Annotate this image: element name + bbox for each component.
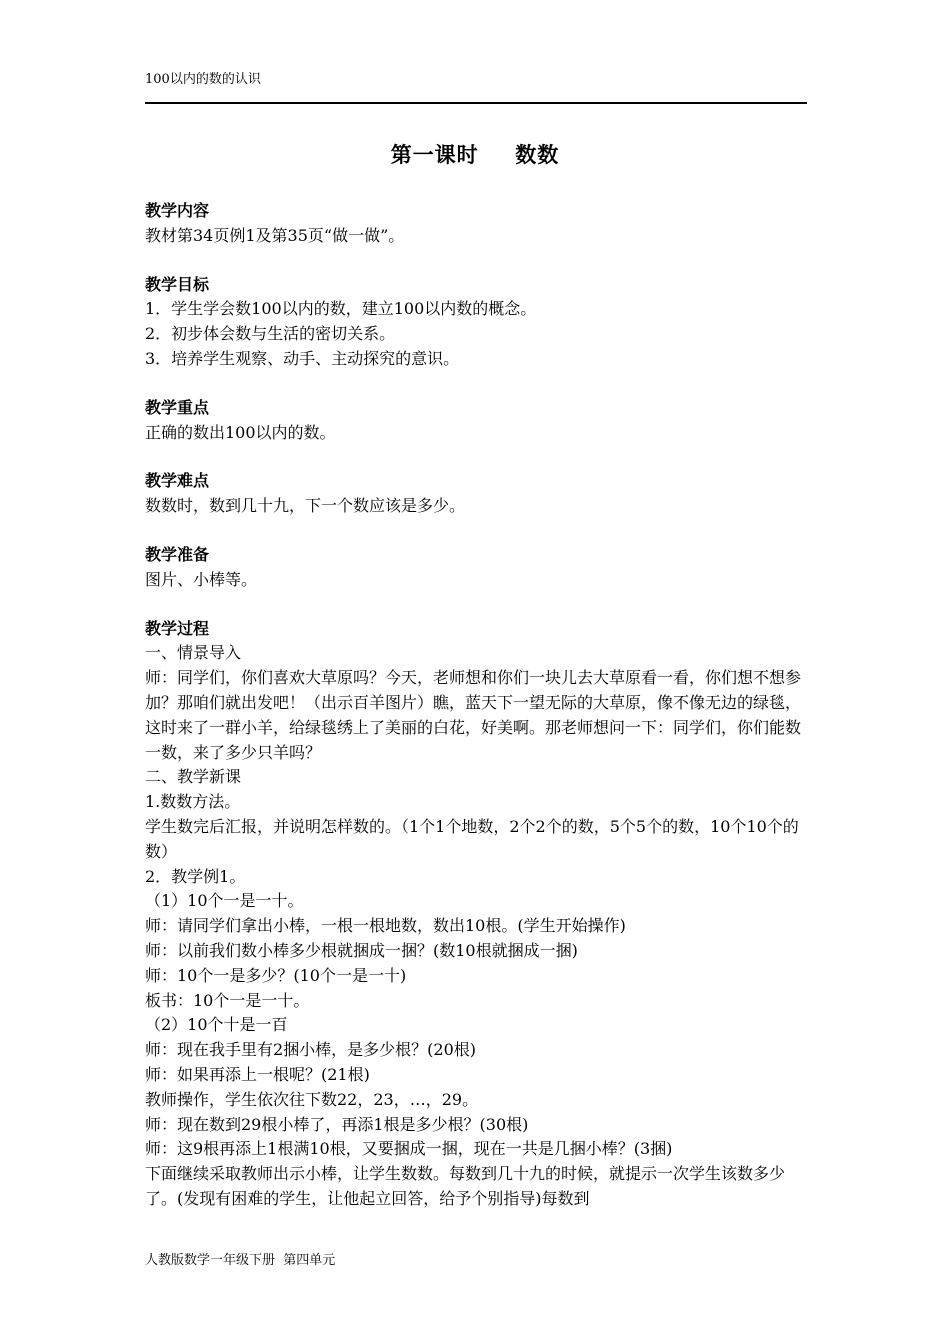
process-line: 师：现在数到29根小棒了，再添1根是多少根？(30根) (145, 1114, 529, 1134)
section-heading-goals: 教学目标 (145, 274, 210, 294)
process-line: 师：10个一是多少？(10个一是一十) (145, 965, 407, 985)
section-text-difficulty: 数数时，数到几十九，下一个数应该是多少。 (145, 496, 466, 516)
document-title: 第一课时 数数 (390, 142, 560, 167)
process-line: 师：现在我手里有2捆小棒，是多少根？(20根) (145, 1040, 477, 1060)
page-footer: 人教版数学一年级下册 第四单元 (145, 1253, 336, 1268)
goal-item: 3．培养学生观察、动手、主动探究的意识。 (145, 348, 460, 368)
process-line: 学生数完后汇报，并说明怎样数的。（1个1个地数，2个2个的数，5个5个的数，10个10个的数） (145, 816, 799, 861)
section-text-preparation: 图片、小棒等。 (145, 569, 258, 589)
section-text-content: 教材第34页例1及第35页“做一做”。 (145, 225, 405, 245)
process-line: 下面继续采取教师出示小棒，让学生数数。每数到几十九的时候，就提示一次学生该数多少了。(发现有困难的学生，让他起立回答，给予个别指导)每数到 (145, 1164, 786, 1208)
goal-item: 2．初步体会数与生活的密切关系。 (145, 324, 396, 344)
process-line: （1）10个一是一十。 (145, 891, 304, 911)
section-heading-preparation: 教学准备 (145, 544, 210, 564)
process-line: 师：同学们，你们喜欢大草原吗？今天，老师想和你们一块儿去大草原看一看，你们想不想参加？那咱们就出发吧！（出示百羊图片）瞧，蓝天下一望无际的大草原，像不像无边的绿毯，这时来了一群小羊，给绿毯绣上了美丽的白花，好美啊。那老师想问一下：同学们，你们能数一数，来了多少只羊吗？ (145, 668, 802, 762)
section-heading-difficulty: 教学难点 (145, 471, 210, 491)
process-line: 师：以前我们数小棒多少根就捆成一捆？(数10根就捆成一捆) (145, 940, 578, 960)
process-line: 师：这9根再添上1根满10根，又要捆成一捆，现在一共是几捆小棒？(3捆) (145, 1139, 673, 1159)
process-line: 教师操作，学生依次往下数22，23，…，29。 (145, 1089, 479, 1109)
section-heading-content: 教学内容 (145, 201, 210, 220)
document-body (145, 199, 813, 1212)
process-line: 一、情景导入 (145, 643, 242, 663)
process-line: 二、教学新课 (145, 767, 242, 787)
process-line: 2．教学例1。 (145, 866, 246, 886)
process-line: 师：请同学们拿出小棒，一根一根地数，数出10根。(学生开始操作) (145, 916, 626, 936)
process-line: （2）10个十是一百 (145, 1015, 288, 1035)
goal-item: 1．学生学会数100以内的数，建立100以内数的概念。 (145, 299, 537, 319)
section-heading-process: 教学过程 (145, 618, 210, 638)
header-rule (145, 102, 807, 104)
process-line: 板书：10个一是一十。 (145, 990, 310, 1010)
process-line: 师：如果再添上一根呢？(21根) (145, 1064, 370, 1084)
process-line: 1.数数方法。 (145, 792, 241, 812)
page-header: 100以内的数的认识 (145, 72, 261, 87)
section-heading-key-point: 教学重点 (145, 397, 210, 417)
section-text-key-point: 正确的数出100以内的数。 (145, 422, 336, 442)
